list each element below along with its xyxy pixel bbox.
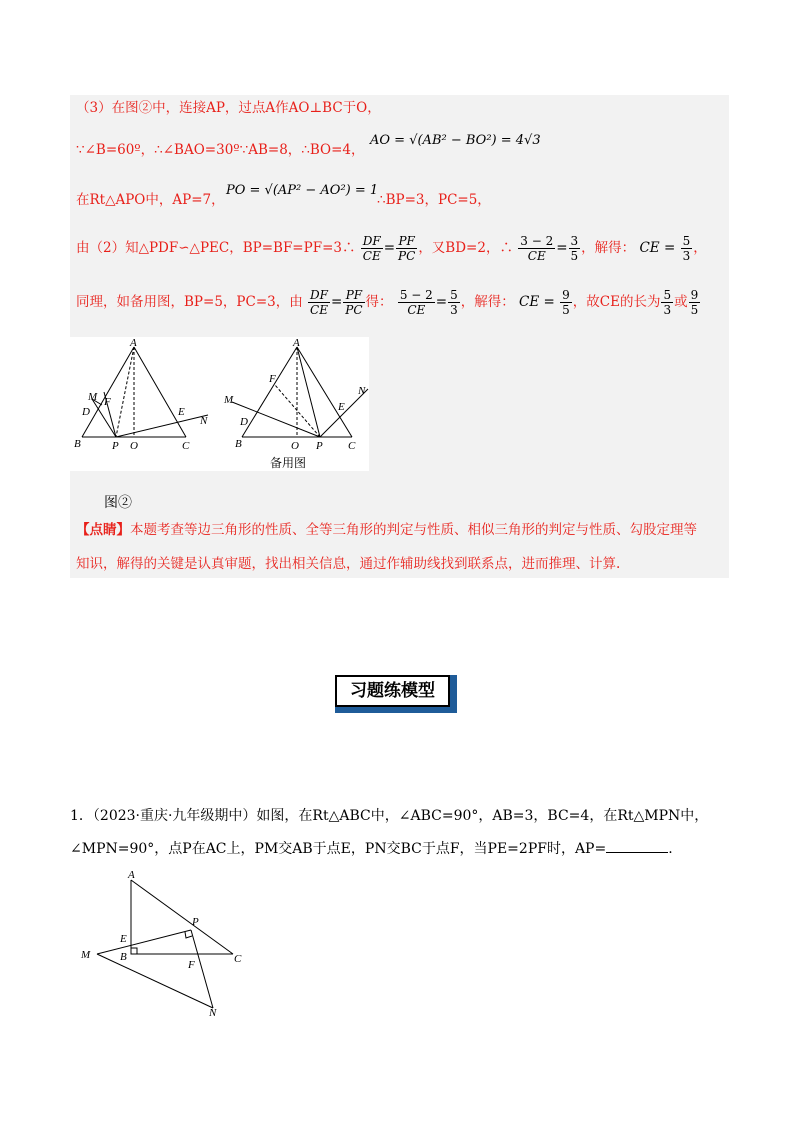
triangle-figures [70, 337, 369, 471]
solution-line-4: 由（2）知△PDF∽△PEC，BP=BF=PF=3∴ $\frac{DF}{CE}$ = $\frac{PF}{PC}$ ，又BD=2，∴ $\frac{3 - 2}{CE}$ = $\frac{3}{5}$ ，解得： CE = $\frac{5}{3}$ ， [76, 234, 707, 263]
remark-text-1: 本题考查等边三角形的性质、全等三角形的判定与性质、相似三角形的判定与性质、勾股定理等 [130, 522, 697, 538]
fraction-df-ce: $\frac{DF}{CE}$ [362, 234, 381, 263]
q-label-e: E [120, 933, 127, 945]
label-d: D [240, 416, 248, 428]
q-label-m: M [81, 949, 91, 961]
solution-line-4-end: ，解得： [581, 240, 636, 256]
question-line-2-text: ∠MPN=90°，点P在AC上，PM交AB于点E，PN交BC于点F，当PE=2PF时，AP= [70, 841, 607, 857]
section-title-box [335, 675, 457, 713]
solution-line-5-answer: ，故CE的长为 [572, 294, 661, 310]
label-m: M [224, 394, 234, 406]
solution-line-5-de: 得： [365, 294, 393, 310]
label-c: C [182, 440, 190, 452]
remark-tag: 【点睛】 [76, 522, 130, 538]
solution-line-5-text: 同理，如备用图，BP=5，PC=3，由 [76, 294, 303, 310]
label-m: M [88, 391, 98, 403]
figure-2-lines [82, 347, 208, 437]
fraction-5-3-b: $\frac{5}{3}$ [450, 288, 458, 317]
label-b: B [74, 438, 81, 450]
label-n: N [200, 415, 208, 427]
label-p: P [316, 440, 323, 452]
po-formula: PO = √(AP² − AO²) = 1 [226, 183, 379, 198]
label-b: B [235, 438, 242, 450]
label-c: C [348, 440, 356, 452]
label-o: O [291, 440, 299, 452]
solution-line-4-mid: ，又BD=2，∴ [418, 240, 513, 256]
label-a: A [130, 337, 137, 349]
figure-caption: 图② [104, 495, 132, 511]
label-a: A [293, 337, 300, 349]
fraction-pf-pc-2: $\frac{PF}{PC}$ [345, 288, 363, 317]
q-label-b: B [120, 951, 127, 963]
question-line-2-end: . [668, 841, 673, 857]
label-e: E [338, 401, 345, 413]
fraction-3-5: $\frac{3}{5}$ [570, 234, 579, 263]
label-f: F [269, 373, 276, 385]
figure-2-labels [74, 337, 208, 452]
equals-sign: = [330, 294, 343, 310]
solution-line-5-or: 或 [674, 294, 688, 310]
solution-line-1: （3）在图②中，连接AP，过点A作AO⊥BC于O， [76, 100, 381, 116]
question-line-1: 1．（2023·重庆·九年级期中）如图，在Rt△ABC中，∠ABC=90°，AB=3，BC=4，在Rt△MPN中， [70, 808, 709, 824]
fraction-5-3: $\frac{5}{3}$ [682, 234, 691, 263]
equals-sign: = [383, 240, 396, 256]
solution-line-3: 在Rt△APO中，AP=7， [76, 192, 225, 208]
fraction-pf-pc: $\frac{PF}{PC}$ [398, 234, 416, 263]
label-d: D [82, 406, 90, 418]
figure-alt-lines [232, 347, 368, 437]
fraction-52-ce: $\frac{5 - 2}{CE}$ [399, 288, 433, 317]
fraction-df-ce-2: $\frac{DF}{CE}$ [310, 288, 328, 317]
solution-line-5-solve: ，解得： [460, 294, 515, 310]
figure-panel [70, 337, 369, 471]
question-figure [75, 868, 255, 1018]
remark-line-2: 知识，解得的关键是认真审题，找出相关信息，通过作辅助线找到联系点，进而推理、计算. [76, 556, 621, 572]
fraction-32-ce: $\frac{3 - 2}{CE}$ [520, 234, 554, 263]
label-p: P [112, 440, 119, 452]
question-line-2 [70, 838, 673, 859]
fraction-5-3-c: $\frac{5}{3}$ [663, 288, 672, 317]
solution-line-2-text: ∵∠B=60º，∴∠BAO=30º∵AB=8，∴BO=4， [76, 142, 365, 158]
section-title: 习题练模型 [335, 675, 450, 707]
q-label-a: A [128, 869, 135, 881]
solution-line-2 [76, 140, 365, 160]
solution-line-3b: ∴BP=3，PC=5， [377, 192, 491, 208]
label-o: O [130, 440, 138, 452]
q-label-c: C [234, 953, 242, 965]
ao-formula: AO = √(AB² − BO²) = 4√3 [370, 133, 541, 148]
q-label-f: F [188, 959, 195, 971]
q-label-n: N [209, 1007, 217, 1018]
q-label-p: P [192, 916, 199, 928]
answer-blank[interactable] [606, 838, 668, 853]
label-n: N [358, 385, 366, 397]
label-f: F [104, 396, 111, 408]
alt-figure-caption: 备用图 [270, 456, 307, 470]
remark-line-1 [76, 520, 697, 540]
fraction-9-5: $\frac{9}{5}$ [562, 288, 570, 317]
ce-equals-2: CE = [519, 294, 555, 310]
label-e: E [178, 406, 185, 418]
equals-sign: = [435, 294, 448, 310]
solution-line-5 [76, 288, 701, 317]
solution-line-4-text: 由（2）知△PDF∽△PEC，BP=BF=PF=3∴ [76, 240, 356, 256]
equals-sign: = [556, 240, 568, 256]
ce-equals: CE = [639, 240, 676, 256]
fraction-9-5-b: $\frac{9}{5}$ [690, 288, 699, 317]
figure-alt-labels [223, 337, 366, 452]
